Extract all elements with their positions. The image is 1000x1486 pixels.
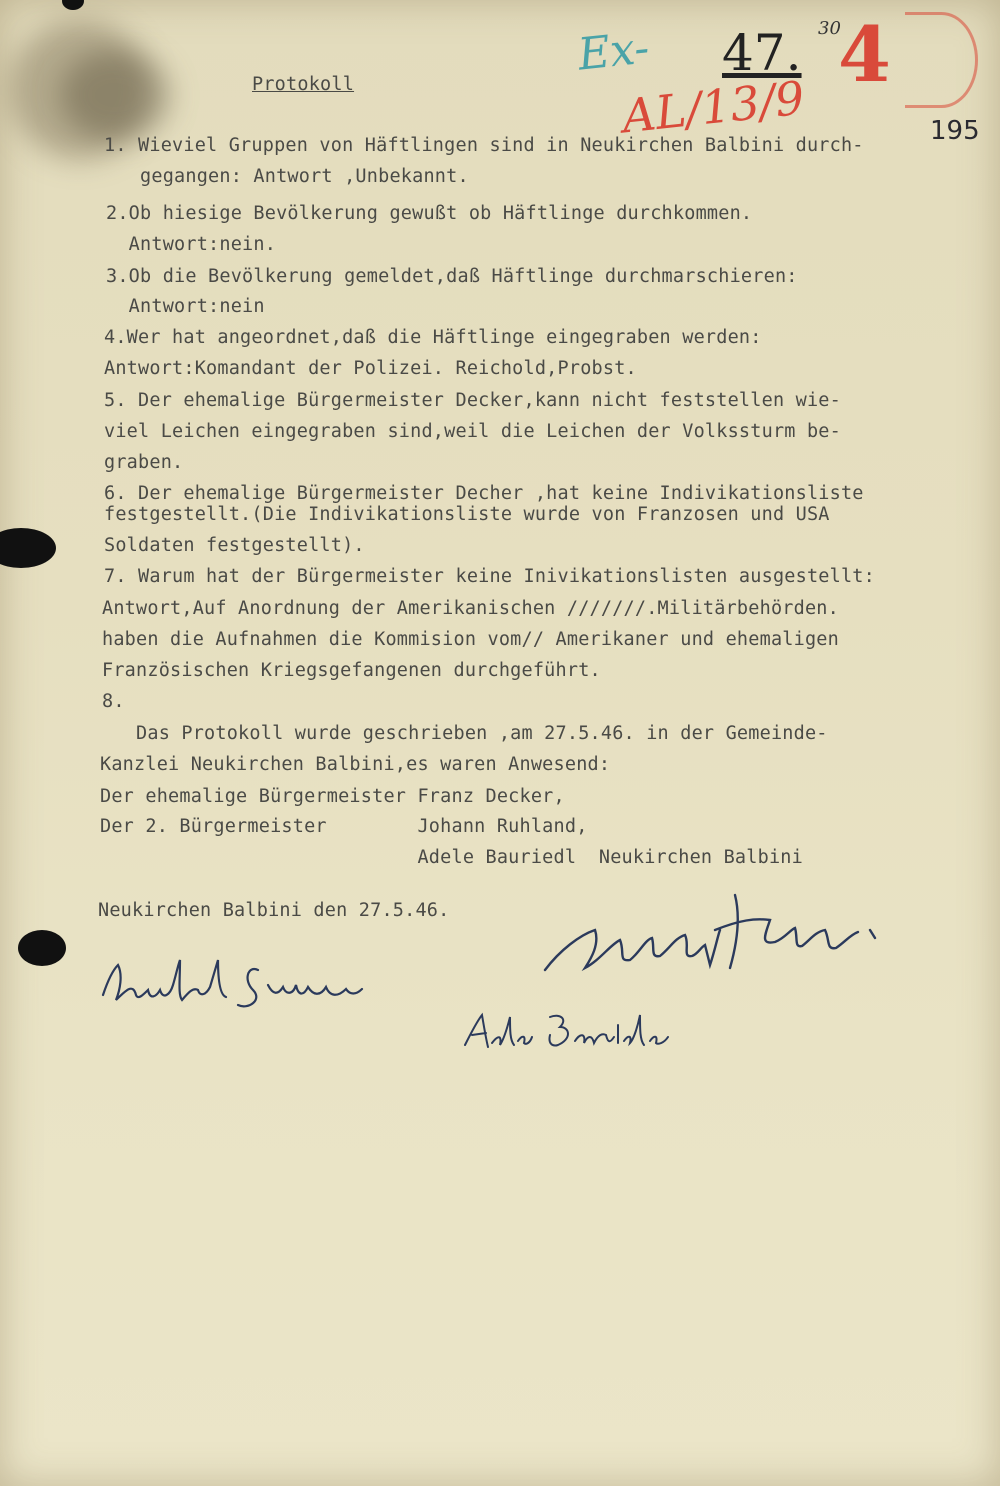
text-line: Kanzlei Neukirchen Balbini,es waren Anwesend: [100, 754, 611, 775]
text-line: haben die Aufnahmen die Kommision vom// Amerikaner und ehemaligen [102, 629, 839, 650]
text-line: 5. Der ehemalige Bürgermeister Decker,kann nicht feststellen wie- [104, 390, 841, 411]
text-line: Französischen Kriegsgefangenen durchgeführt. [102, 660, 601, 681]
signature-johann-ruhland [98, 955, 378, 1019]
text-line: Adele Bauriedl Neukirchen Balbini [100, 847, 803, 868]
archive-ref-superscript: 30 [818, 18, 841, 39]
page-number: 195 [930, 116, 980, 146]
text-line: Soldaten festgestellt). [104, 535, 365, 556]
text-line: Antwort:nein [106, 296, 265, 317]
text-line: Antwort,Auf Anordnung der Amerikanischen ///////.Militärbehörden. [102, 598, 839, 619]
text-line: Antwort:nein. [106, 234, 277, 255]
red-circle-mark [905, 12, 978, 108]
place-date: Neukirchen Balbini den 27.5.46. [98, 900, 450, 921]
archive-ref-number: 47. [722, 24, 802, 82]
text-line: festgestellt.(Die Indivikationsliste wurde von Franzosen und USA [104, 504, 830, 525]
text-line: Das Protokoll wurde geschrieben ,am 27.5.46. in der Gemeinde- [102, 723, 828, 744]
text-line: 6. Der ehemalige Bürgermeister Decher ,hat keine Indivikationsliste [104, 483, 864, 504]
text-line: graben. [104, 452, 184, 473]
text-line: gegangen: Antwort ,Unbekannt. [106, 166, 469, 187]
signature-franz-decker [540, 890, 890, 989]
archive-ref-blue: Ex- [575, 22, 652, 81]
text-line: 3.Ob die Bevölkerung gemeldet,daß Häftlinge durchmarschieren: [106, 266, 798, 287]
text-line: Der 2. Bürgermeister Johann Ruhland, [100, 816, 588, 837]
text-line: Antwort:Komandant der Polizei. Reichold,Probst. [104, 358, 637, 379]
document-title: Protokoll [252, 74, 355, 95]
punch-hole [0, 528, 56, 568]
text-line: 8. [102, 691, 125, 712]
water-stain [60, 50, 170, 140]
archive-ref-red: AL/13/9 [619, 70, 807, 144]
text-line: 7. Warum hat der Bürgermeister keine Inivikationslisten ausgestellt: [104, 566, 875, 587]
text-line: Der ehemalige Bürgermeister Franz Decker, [100, 786, 565, 807]
text-line: viel Leichen eingegraben sind,weil die Leichen der Volkssturm be- [104, 421, 841, 442]
punch-hole [18, 930, 66, 966]
red-mark: 4 [838, 10, 891, 99]
signature-adele-bauriedl [460, 1005, 690, 1059]
text-line: 4.Wer hat angeordnet,daß die Häftlinge eingegraben werden: [104, 327, 762, 348]
text-line: 2.Ob hiesige Bevölkerung gewußt ob Häftlinge durchkommen. [106, 203, 753, 224]
punch-hole [62, 0, 84, 10]
text-line: 1. Wieviel Gruppen von Häftlingen sind in Neukirchen Balbini durch- [104, 135, 864, 156]
